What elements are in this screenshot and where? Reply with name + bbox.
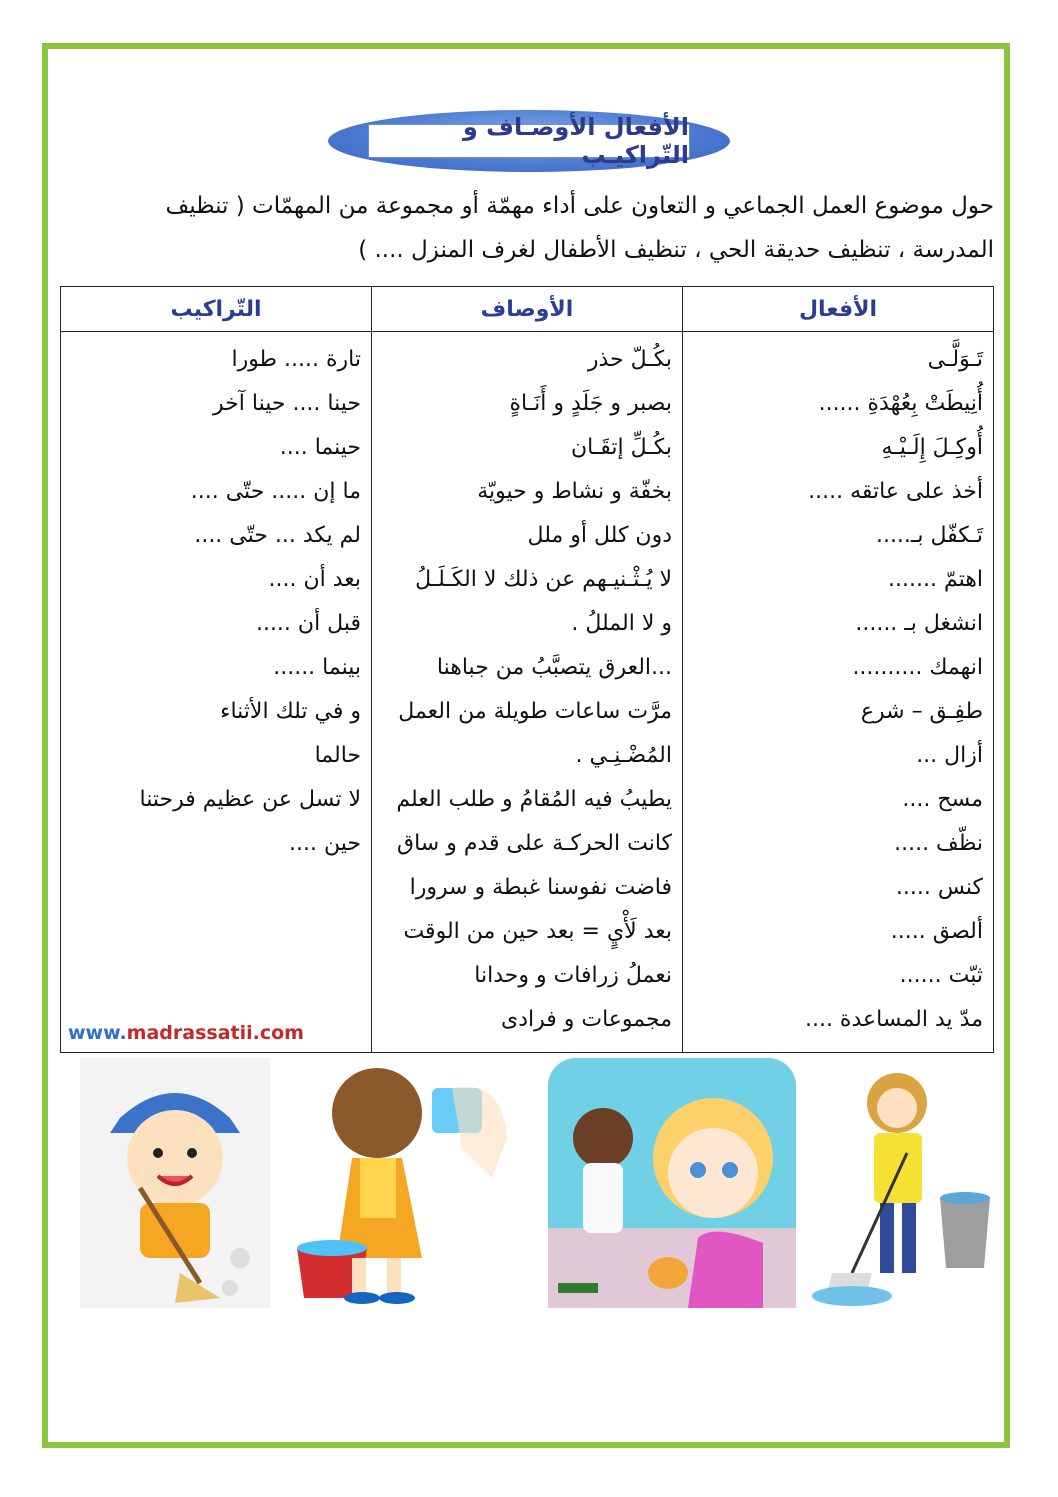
description-item: لا يُـثْـنيـهم عن ذلك لا الكَـلَـلُ [415, 567, 672, 592]
structure-item: لم يكد ... حتّى .... [194, 523, 361, 548]
description-item: ...العرق يتصبَّبُ من جباهنا [436, 655, 672, 680]
verb-item: أُنِيطَتْ بِعُهْدَةِ ...... [818, 391, 983, 416]
verb-item: انشغل بـ ...... [855, 611, 983, 636]
structure-item: ما إن ..... حتّى .... [190, 479, 361, 504]
girl-mopping-illustration [812, 1068, 1002, 1318]
description-item: و لا المللُ . [571, 611, 672, 636]
structure-item: حينما .... [279, 435, 361, 460]
verb-item: ألصق ..... [890, 919, 983, 944]
structure-item: بينما ...... [273, 655, 361, 680]
description-item: فاضت نفوسنا غبطة و سرورا [409, 875, 672, 900]
description-item: كانت الحركـة على قدم و ساق [397, 831, 672, 856]
description-item: المُضْـنِـي . [575, 743, 672, 768]
header-verbs: الأفعال [683, 287, 994, 332]
description-item: دون كلل أو ملل [527, 523, 672, 548]
structure-item: بعد أن .... [268, 567, 361, 592]
page-title: الأفعال الأوصـاف و التّراكيـب [368, 124, 690, 158]
verb-item: انهمك .......... [852, 655, 983, 680]
description-item: يطيبُ فيه المُقامُ و طلب العلم [396, 787, 672, 812]
vocabulary-table [60, 286, 994, 1053]
verb-item: أُوكِـلَ إِلَـيْـهِ [881, 435, 983, 460]
structure-item: حينا .... حينا آخر [213, 391, 361, 416]
verbs-column [683, 332, 994, 1053]
description-item: بكُـلِّ إتقَـان [570, 435, 672, 460]
verb-item: كنس ..... [895, 875, 983, 900]
structure-item: و في تلك الأثناء [220, 699, 361, 724]
verb-item: ثبّت ...... [899, 963, 983, 988]
verb-item: اهتمّ ....... [888, 567, 983, 592]
structure-item: حالما [314, 743, 361, 768]
intro-paragraph [64, 184, 994, 272]
verb-item: أخذ على عاتقه ..... [808, 479, 983, 504]
description-item: مرَّت ساعات طويلة من العمل [398, 699, 672, 724]
structure-item: تارة ..... طورا [231, 347, 361, 372]
verb-item: طفِـق – شرع [860, 699, 983, 724]
description-item: بعد لَأْيٍ = بعد حين من الوقت [403, 919, 672, 944]
description-item: مجموعات و فرادى [500, 1007, 672, 1032]
verb-item: أزال ... [916, 743, 983, 768]
structure-item: حين .... [289, 831, 361, 856]
structure-item: قبل أن ..... [255, 611, 361, 636]
intro-line: حول موضوع العمل الجماعي و التعاون على أداء مهمّة أو مجموعة من المهمّات ( تنظيف [165, 193, 994, 219]
header-descriptions: الأوصاف [372, 287, 683, 332]
verb-item: مسح .... [902, 787, 983, 812]
watermark: www.madrassatii.com [68, 1022, 304, 1044]
description-item: بخفّة و نشاط و حيويّة [477, 479, 672, 504]
girls-cleaning-bathroom-illustration [548, 1058, 796, 1308]
verb-item: نظّف ..... [894, 831, 983, 856]
descriptions-column [372, 332, 683, 1053]
description-item: بكُـلّ حذر [587, 347, 672, 372]
description-item: بصبر و جَلَدٍ و أَنَـاةٍ [509, 391, 672, 416]
description-item: نعملُ زرافات و وحدانا [474, 963, 672, 988]
boy-sweeping-illustration [80, 1058, 270, 1308]
verb-item: تَـكفّل بـ..... [875, 523, 983, 548]
structures-column [61, 332, 372, 1053]
verb-item: مدّ يد المساعدة .... [804, 1007, 983, 1032]
verb-item: تَـوَلَّـى [927, 347, 983, 372]
girl-cleaning-glass-illustration [292, 1058, 542, 1308]
structure-item: لا تسل عن عظيم فرحتنا [139, 787, 361, 812]
intro-line: المدرسة ، تنظيف حديقة الحي ، تنظيف الأطفال لغرف المنزل .... ) [358, 237, 994, 263]
header-structures: التّراكيب [61, 287, 372, 332]
